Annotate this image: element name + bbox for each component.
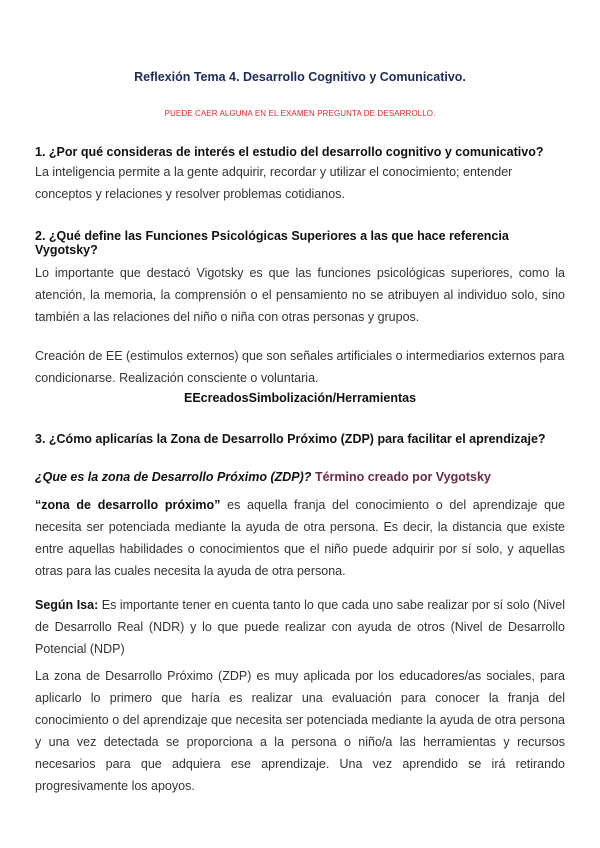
zdp-definition-text: es aquella franja del conocimiento o del aprendizaje que necesita ser potenciada mediante la ayuda de otra persona. Es decir, la distancia que existe entre aquellas habilidades o conocimientos que el niño puede adquirir por sí solo, y aquellas otras para las cuales necesita la ayuda de otra persona. xyxy=(35,498,565,578)
question-2: 2. ¿Qué define las Funciones Psicológicas Superiores a las que hace referencia Vygotsky? xyxy=(35,229,509,257)
answer-2-summary: EEcreadosSimbolización/Herramientas xyxy=(183,391,417,405)
isa-text: Es importante tener en cuenta tanto lo que cada uno sabe realizar por sí solo (Nivel de Desarrollo Real (NDR) y lo que puede realizar con ayuda de otros (Nivel de Desarrollo Potencial (NDP) xyxy=(35,598,565,656)
answer-1: La inteligencia permite a la gente adquirir, recordar y utilizar el conocimiento; entender conceptos y relaciones y resolver problemas cotidianos. xyxy=(35,165,513,201)
answer-2: Lo importante que destacó Vigotsky es que las funciones psicológicas superiores, como la atención, la memoria, la comprensión o el pensamiento no se atribuyen al individuo solo, sino también a las relaciones del niño o niña con otras personas y grupos. xyxy=(35,266,565,324)
zdp-heading xyxy=(35,466,565,488)
zdp-application: La zona de Desarrollo Próximo (ZDP) es muy aplicada por los educadores/as sociales, para aplicarlo lo primero que haría es realizar una evaluación para conocer la franja del conocimiento o del aprendizaje que necesita ser potenciada mediante la ayuda de otra persona y una vez detectada se proporciona a la persona o niño/a las herramientas y recursos necesarios para que adquiera ese aprendizaje. Una vez aprendido se irá retirando progresivamente los apoyos. xyxy=(35,669,565,793)
zdp-term-note: Término creado por Vygotsky xyxy=(314,470,491,484)
question-1: 1. ¿Por qué consideras de interés el estudio del desarrollo cognitivo y comunicativo? xyxy=(35,145,544,159)
zdp-definition xyxy=(35,494,565,582)
isa-label: Según Isa: xyxy=(35,598,99,612)
isa-note xyxy=(35,594,565,660)
question-3: 3. ¿Cómo aplicarías la Zona de Desarrollo Próximo (ZDP) para facilitar el aprendizaje? xyxy=(35,432,546,446)
zdp-definition-term: “zona de desarrollo próximo” xyxy=(35,498,221,512)
answer-2-creation: Creación de EE (estimulos externos) que son señales artificiales o intermediarios externos para condicionarse. Realización consciente o voluntaria. xyxy=(35,349,565,385)
document-title: Reflexión Tema 4. Desarrollo Cognitivo y Comunicativo. xyxy=(134,70,466,84)
zdp-question: ¿Que es la zona de Desarrollo Próximo (ZDP)? xyxy=(35,470,312,484)
exam-warning: PUEDE CAER ALGUNA EN EL EXAMEN PREGUNTA DE DESARROLLO. xyxy=(164,109,436,118)
